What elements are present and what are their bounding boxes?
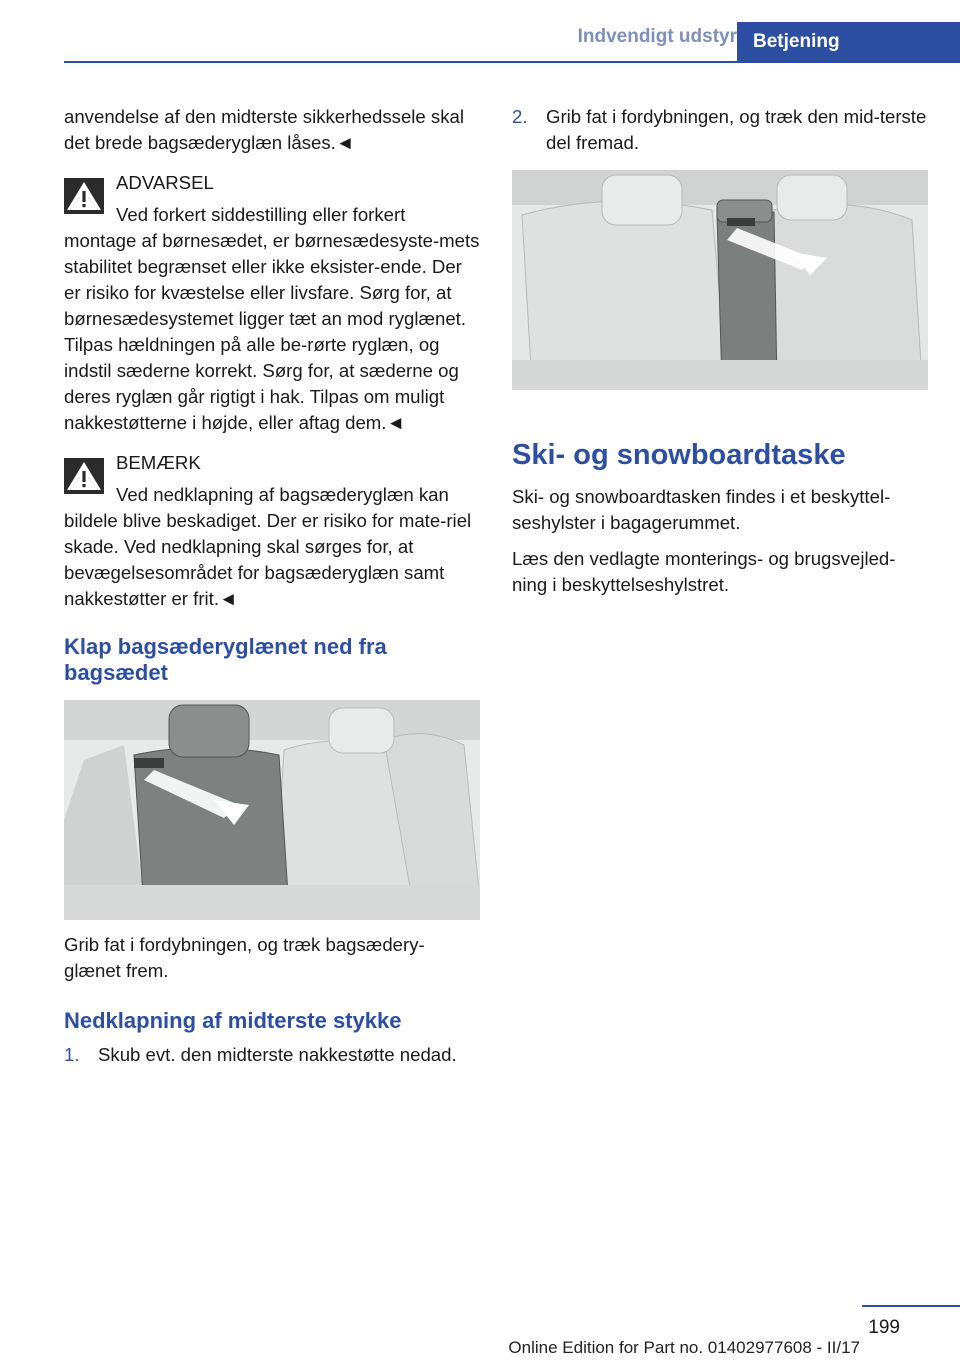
left-column xyxy=(64,104,480,1068)
header-section-title: Indvendigt udstyr xyxy=(577,26,737,47)
section-heading-ski-bag: Ski- og snowboardtaske xyxy=(512,439,846,471)
steps-list-left xyxy=(64,1042,480,1068)
page-number: 199 xyxy=(868,1317,900,1338)
intro-paragraph: anvendelse af den midterste sikkerhedssele skal det brede bagsæderyglæn låses.◄ xyxy=(64,106,464,153)
notice-box xyxy=(64,450,480,612)
section-heading-middle-part: Nedklapning af midterste stykke xyxy=(64,1008,402,1033)
photo-caption-fold-backrest: Grib fat i fordybningen, og træk bagsædery-glænet frem. xyxy=(64,934,425,981)
step-number: 2. xyxy=(512,106,528,127)
header-rule xyxy=(64,61,960,63)
warning-triangle-icon xyxy=(64,178,104,214)
list-item xyxy=(64,1042,480,1068)
step-number: 1. xyxy=(64,1044,80,1065)
step-text: Skub evt. den midterste nakkestøtte nedad. xyxy=(98,1044,457,1065)
footer-edition: Online Edition for Part no. 01402977608 - II/17 xyxy=(508,1338,860,1357)
rear-seat-photo-middle-part xyxy=(512,170,928,390)
ski-bag-paragraph-1: Ski- og snowboardtasken findes i et beskyttel-seshylster i bagagerummet. xyxy=(512,486,891,533)
warning-title: ADVARSEL xyxy=(116,172,214,193)
header-tab-betjening: Betjening xyxy=(737,22,960,62)
footer-rule xyxy=(862,1305,960,1307)
right-column xyxy=(512,104,928,598)
warning-triangle-icon xyxy=(64,458,104,494)
rear-seat-photo-fold-backrest xyxy=(64,700,480,920)
notice-text: Ved nedklapning af bagsæderyglæn kan bildele blive beskadiget. Der er risiko for mate-riel skade. Ved nedklapning skal sørges for, at bevægelsesområdet for bagsæderyglæn samt nakkestøtter er frit.◄ xyxy=(64,484,472,609)
warning-text: Ved forkert siddestilling eller forkert montage af børnesædet, er børnesædesyste-mets stabilitet begrænset eller ikke eksister-ende. Der er risiko for kvæstelse eller livsfare. Sørg for, at børnesædesystemet ligger tæt an mod ryglænet. Tilpas hældningen på alle be-rørte ryglæn, og indstil sæderne korrekt. Sørg for, at sæderne og deres ryglæn går rigtigt i hak. Tilpas om muligt nakkestøtterne i højde, eller aftag dem.◄ xyxy=(64,204,480,433)
list-item xyxy=(512,104,928,156)
steps-list-right xyxy=(512,104,928,156)
warning-box xyxy=(64,170,480,436)
step-text: Grib fat i fordybningen, og træk den mid-terste del fremad. xyxy=(546,106,927,153)
section-heading-fold-from-seat: Klap bagsæderyglænet ned fra bagsædet xyxy=(64,634,387,685)
notice-title: BEMÆRK xyxy=(116,452,201,473)
ski-bag-paragraph-2: Læs den vedlagte monterings- og brugsvejled-ning i beskyttelseshylstret. xyxy=(512,548,896,595)
